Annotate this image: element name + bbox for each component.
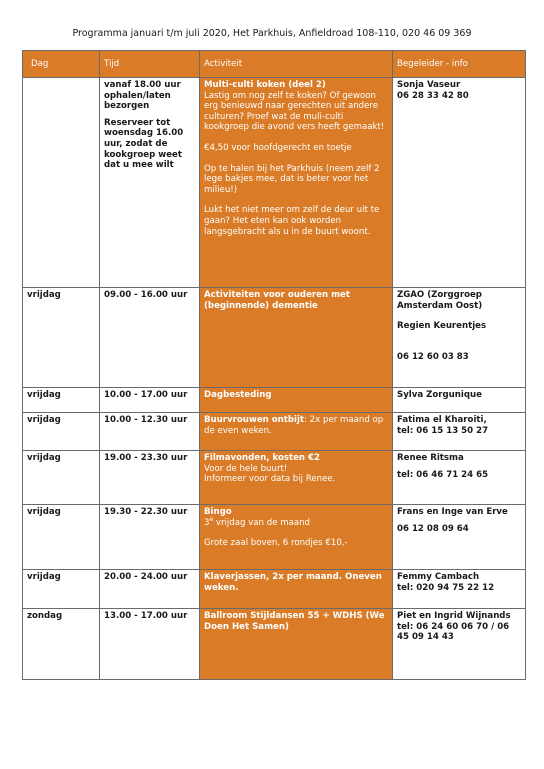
cell-tijd: 10.00 - 12.30 uur bbox=[100, 413, 200, 451]
cell-activiteit bbox=[200, 505, 393, 570]
cell-tijd: 10.00 - 17.00 uur bbox=[100, 388, 200, 413]
table-row bbox=[23, 78, 526, 288]
cell-tijd: 13.00 - 17.00 uur bbox=[100, 609, 200, 680]
begeleider-name: Fatima el Kharoiti, bbox=[397, 415, 487, 425]
cell-activiteit bbox=[200, 78, 393, 288]
page-title: Programma januari t/m juli 2020, Het Parkhuis, Anfieldroad 108-110, 020 46 09 369 bbox=[72, 28, 472, 39]
cell-activiteit: Klaverjassen, 2x per maand. Oneven weken. bbox=[200, 570, 393, 609]
activity-text: €4,50 voor hoofdgerecht en toetje bbox=[204, 142, 352, 153]
activity-text: Lastig om nog zelf te koken? Of gewoon erg benieuwd naar gerechten uit andere culturen? Proef wat de muli-culti kookgroep die avond vers heeft gemaakt! bbox=[204, 90, 385, 133]
begeleider-phone: tel: 06 46 71 24 65 bbox=[397, 469, 489, 480]
cell-activiteit: Ballroom Stijldansen 55 + WDHS (We Doen Het Samen) bbox=[200, 609, 393, 680]
begeleider-name: ZGAO (Zorggroep Amsterdam Oost) bbox=[397, 290, 483, 311]
begeleider-name: Piet en Ingrid Wijnands bbox=[397, 611, 511, 621]
cell-begeleider bbox=[393, 505, 526, 570]
cell-dag: vrijdag bbox=[23, 451, 100, 505]
begeleider-phone: tel: 06 15 13 50 27 bbox=[397, 425, 489, 436]
table-row bbox=[23, 570, 526, 609]
begeleider-name: Regien Keurentjes bbox=[397, 321, 487, 332]
begeleider-name: Femmy Cambach bbox=[397, 572, 480, 582]
cell-tijd: 09.00 - 16.00 uur bbox=[100, 288, 200, 388]
header-dag: Dag bbox=[23, 51, 100, 78]
begeleider-phone: 06 12 60 03 83 bbox=[397, 351, 469, 362]
activity-text: Op te halen bij het Parkhuis (neem zelf 2 lege bakjes mee, dat is beter voor het milieu!) bbox=[204, 163, 380, 195]
cell-activiteit bbox=[200, 413, 393, 451]
program-table bbox=[22, 50, 526, 680]
header-activiteit: Activiteit bbox=[200, 51, 393, 78]
table-header-row bbox=[23, 51, 526, 78]
cell-dag: vrijdag bbox=[23, 413, 100, 451]
cell-begeleider bbox=[393, 609, 526, 680]
begeleider-phone: 06 28 33 42 80 bbox=[397, 90, 469, 101]
activity-text: Voor de hele buurt! bbox=[204, 463, 288, 474]
cell-tijd: 20.00 - 24.00 uur bbox=[100, 570, 200, 609]
cell-dag: vrijdag bbox=[23, 505, 100, 570]
activity-title: Filmavonden, kosten €2 bbox=[204, 453, 321, 463]
table-row bbox=[23, 388, 526, 413]
cell-begeleider: Sylva Zorgunique bbox=[393, 388, 526, 413]
cell-begeleider bbox=[393, 570, 526, 609]
cell-begeleider bbox=[393, 78, 526, 288]
begeleider-phone: 06 12 08 09 64 bbox=[397, 523, 469, 534]
cell-dag: vrijdag bbox=[23, 288, 100, 388]
cell-dag: zondag bbox=[23, 609, 100, 680]
activity-text: Informeer voor data bij Renee. bbox=[204, 474, 336, 485]
activity-title: Bingo bbox=[204, 507, 232, 517]
table-row bbox=[23, 505, 526, 570]
activity-text: Lukt het niet meer om zelf de deur uit te gaan? Het eten kan ook worden langsgebracht als u in de buurt woont. bbox=[204, 205, 380, 237]
activity-text: 3e vrijdag van de maand bbox=[204, 515, 311, 528]
cell-tijd bbox=[100, 78, 200, 288]
begeleider-phone: tel: 06 24 60 06 70 / 06 45 09 14 43 bbox=[397, 621, 510, 643]
activity-text: : 2x per maand op de even weken. bbox=[204, 415, 384, 436]
cell-dag bbox=[23, 78, 100, 288]
cell-activiteit: Dagbesteding bbox=[200, 388, 393, 413]
table-row bbox=[23, 413, 526, 451]
begeleider-name: Frans en Inge van Erve bbox=[397, 507, 508, 517]
table-row bbox=[23, 451, 526, 505]
cell-activiteit bbox=[200, 451, 393, 505]
tijd-note: Reserveer tot woensdag 16.00 uur, zodat de kookgroep weet dat u mee wilt bbox=[104, 117, 184, 171]
header-begeleider: Begeleider - info bbox=[393, 51, 526, 78]
cell-tijd: 19.30 - 22.30 uur bbox=[100, 505, 200, 570]
begeleider-phone: tel: 020 94 75 22 12 bbox=[397, 582, 495, 593]
begeleider-name: Sonja Vaseur bbox=[397, 80, 461, 90]
cell-dag: vrijdag bbox=[23, 388, 100, 413]
cell-tijd: 19.00 - 23.30 uur bbox=[100, 451, 200, 505]
header-tijd: Tijd bbox=[100, 51, 200, 78]
activity-title: Buurvrouwen ontbijt bbox=[204, 415, 305, 425]
begeleider-name: Renee Ritsma bbox=[397, 453, 464, 463]
table-row bbox=[23, 609, 526, 680]
activity-text: Grote zaal boven, 6 rondjes €10,- bbox=[204, 538, 348, 549]
activity-title: Multi-culti koken (deel 2) bbox=[204, 80, 326, 90]
cell-begeleider bbox=[393, 413, 526, 451]
tijd-text: vanaf 18.00 uur ophalen/laten bezorgen bbox=[104, 80, 181, 112]
cell-begeleider bbox=[393, 451, 526, 505]
cell-begeleider bbox=[393, 288, 526, 388]
cell-activiteit: Activiteiten voor ouderen met (beginnende) dementie bbox=[200, 288, 393, 388]
table-row bbox=[23, 288, 526, 388]
cell-dag: vrijdag bbox=[23, 570, 100, 609]
